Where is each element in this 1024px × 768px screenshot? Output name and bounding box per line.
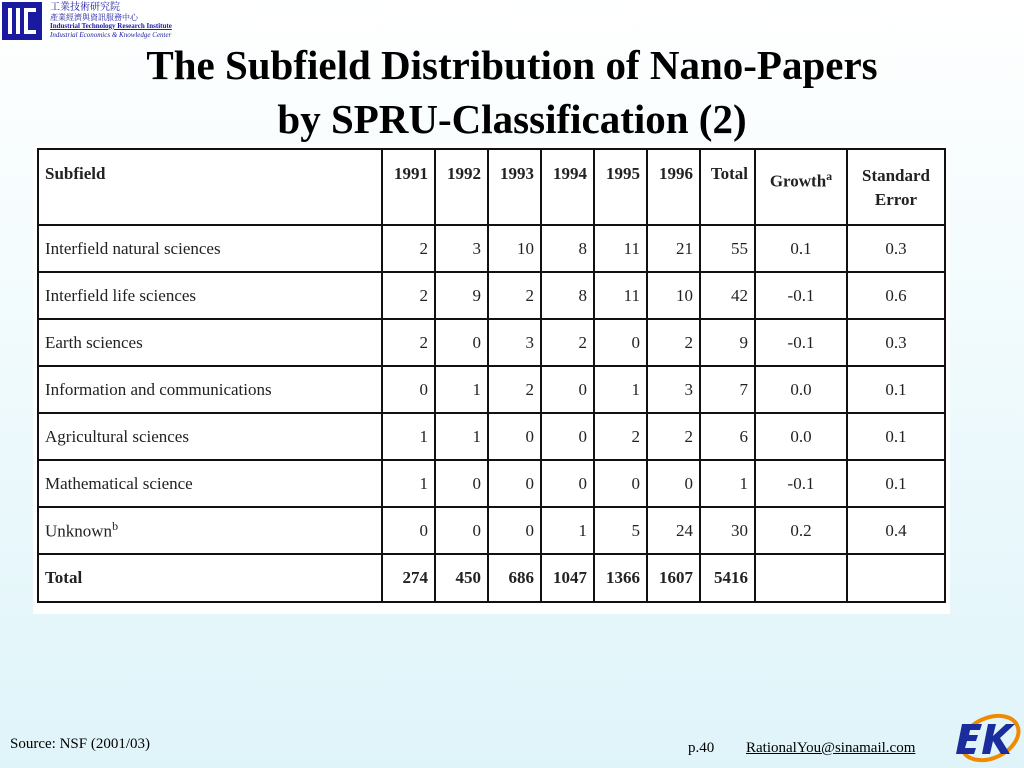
cell-1994: 0 bbox=[541, 460, 594, 507]
cell-total: 6 bbox=[700, 413, 755, 460]
total-label: Total bbox=[38, 554, 382, 602]
table-row bbox=[38, 225, 945, 272]
cell-1996: 10 bbox=[647, 272, 700, 319]
total-cell-growth bbox=[755, 554, 847, 602]
org-name-zh-2: 產業經濟與資訊服務中心 bbox=[50, 13, 138, 22]
cell-1995: 11 bbox=[594, 225, 647, 272]
table-container bbox=[33, 144, 950, 614]
cell-growth: 0.2 bbox=[755, 507, 847, 554]
row-subfield bbox=[38, 413, 382, 460]
table-row bbox=[38, 319, 945, 366]
row-subfield bbox=[38, 225, 382, 272]
org-name-zh-1: 工業技術研究院 bbox=[50, 2, 120, 13]
row-subfield-footnote: b bbox=[112, 519, 119, 534]
table-row bbox=[38, 460, 945, 507]
cell-standard-error: 0.1 bbox=[847, 366, 945, 413]
row-subfield bbox=[38, 366, 382, 413]
cell-1992: 0 bbox=[435, 460, 488, 507]
cell-1991: 2 bbox=[382, 272, 435, 319]
cell-1991: 0 bbox=[382, 507, 435, 554]
cell-1995: 2 bbox=[594, 413, 647, 460]
table-row bbox=[38, 272, 945, 319]
page-number: p.40 bbox=[688, 740, 715, 756]
cell-1993: 0 bbox=[488, 507, 541, 554]
header-1995: 1995 bbox=[594, 149, 647, 225]
cell-1996: 0 bbox=[647, 460, 700, 507]
cell-1994: 8 bbox=[541, 225, 594, 272]
row-subfield-name: Earth sciences bbox=[45, 332, 143, 352]
subfield-distribution-table bbox=[37, 148, 946, 603]
header-growth-footnote: a bbox=[826, 169, 833, 183]
cell-standard-error: 0.6 bbox=[847, 272, 945, 319]
cell-1995: 0 bbox=[594, 460, 647, 507]
total-cell-1996: 1607 bbox=[647, 554, 700, 602]
total-cell-1991: 274 bbox=[382, 554, 435, 602]
total-cell-standard-error bbox=[847, 554, 945, 602]
cell-1995: 0 bbox=[594, 319, 647, 366]
org-name-en-2: Industrial Economics & Knowledge Center bbox=[50, 31, 172, 39]
header-se-line-1: Standard bbox=[861, 166, 931, 185]
cell-standard-error: 0.3 bbox=[847, 319, 945, 366]
cell-1995: 1 bbox=[594, 366, 647, 413]
cell-standard-error: 0.4 bbox=[847, 507, 945, 554]
row-subfield bbox=[38, 507, 382, 554]
header-1991: 1991 bbox=[382, 149, 435, 225]
cell-1993: 3 bbox=[488, 319, 541, 366]
cell-1991: 1 bbox=[382, 460, 435, 507]
header-total: Total bbox=[700, 149, 755, 225]
row-subfield bbox=[38, 272, 382, 319]
cell-1993: 0 bbox=[488, 460, 541, 507]
header-growth-label: Growth bbox=[769, 171, 827, 191]
total-cell-1994: 1047 bbox=[541, 554, 594, 602]
org-name-en-1: Industrial Technology Research Institute bbox=[50, 22, 172, 30]
table-row bbox=[38, 366, 945, 413]
cell-1991: 0 bbox=[382, 366, 435, 413]
header-subfield: Subfield bbox=[38, 149, 382, 225]
cell-1994: 0 bbox=[541, 366, 594, 413]
header-standard-error bbox=[847, 149, 945, 225]
ek-logo-icon bbox=[952, 710, 1022, 766]
header-1996: 1996 bbox=[647, 149, 700, 225]
cell-1994: 8 bbox=[541, 272, 594, 319]
cell-growth: 0.1 bbox=[755, 225, 847, 272]
header-1993: 1993 bbox=[488, 149, 541, 225]
total-cell-1995: 1366 bbox=[594, 554, 647, 602]
header-se-line-2: Error bbox=[874, 190, 918, 209]
source-note: Source: NSF (2001/03) bbox=[10, 736, 150, 752]
row-subfield-name: Interfield life sciences bbox=[45, 285, 197, 305]
header-1994: 1994 bbox=[541, 149, 594, 225]
row-subfield-name: Agricultural sciences bbox=[45, 426, 189, 446]
organization-name bbox=[50, 2, 172, 40]
cell-growth: 0.0 bbox=[755, 413, 847, 460]
row-subfield bbox=[38, 460, 382, 507]
slide-title-line-2: by SPRU-Classification (2) bbox=[277, 96, 747, 142]
header-growth bbox=[755, 149, 847, 225]
cell-standard-error: 0.3 bbox=[847, 225, 945, 272]
cell-1996: 24 bbox=[647, 507, 700, 554]
cell-growth: -0.1 bbox=[755, 319, 847, 366]
cell-1993: 0 bbox=[488, 413, 541, 460]
row-subfield-name: Unknown bbox=[45, 521, 113, 541]
cell-1994: 0 bbox=[541, 413, 594, 460]
cell-1996: 2 bbox=[647, 319, 700, 366]
cell-total: 9 bbox=[700, 319, 755, 366]
cell-1996: 21 bbox=[647, 225, 700, 272]
cell-1992: 1 bbox=[435, 413, 488, 460]
row-subfield-name: Interfield natural sciences bbox=[45, 238, 221, 258]
cell-total: 1 bbox=[700, 460, 755, 507]
table-header-row bbox=[38, 149, 945, 225]
total-cell-total: 5416 bbox=[700, 554, 755, 602]
cell-1991: 1 bbox=[382, 413, 435, 460]
itri-logo-icon bbox=[2, 2, 42, 40]
slide-title-line-1: The Subfield Distribution of Nano-Papers bbox=[146, 42, 878, 88]
cell-standard-error: 0.1 bbox=[847, 460, 945, 507]
total-cell-1993: 686 bbox=[488, 554, 541, 602]
cell-1992: 9 bbox=[435, 272, 488, 319]
cell-1991: 2 bbox=[382, 319, 435, 366]
row-subfield bbox=[38, 319, 382, 366]
total-cell-1992: 450 bbox=[435, 554, 488, 602]
cell-1994: 1 bbox=[541, 507, 594, 554]
cell-1996: 3 bbox=[647, 366, 700, 413]
cell-standard-error: 0.1 bbox=[847, 413, 945, 460]
cell-total: 55 bbox=[700, 225, 755, 272]
table-row bbox=[38, 413, 945, 460]
row-subfield-name: Information and communications bbox=[45, 379, 272, 399]
cell-1991: 2 bbox=[382, 225, 435, 272]
header-1992: 1992 bbox=[435, 149, 488, 225]
cell-1992: 0 bbox=[435, 319, 488, 366]
cell-1995: 5 bbox=[594, 507, 647, 554]
cell-growth: -0.1 bbox=[755, 272, 847, 319]
cell-1992: 0 bbox=[435, 507, 488, 554]
cell-1994: 2 bbox=[541, 319, 594, 366]
table-total-row bbox=[38, 554, 945, 602]
cell-total: 30 bbox=[700, 507, 755, 554]
cell-1995: 11 bbox=[594, 272, 647, 319]
contact-email-link[interactable]: RationalYou@sinamail.com bbox=[746, 740, 916, 756]
cell-1993: 10 bbox=[488, 225, 541, 272]
cell-growth: 0.0 bbox=[755, 366, 847, 413]
cell-1993: 2 bbox=[488, 272, 541, 319]
cell-total: 7 bbox=[700, 366, 755, 413]
cell-1993: 2 bbox=[488, 366, 541, 413]
slide-title bbox=[0, 38, 1024, 146]
cell-1996: 2 bbox=[647, 413, 700, 460]
row-subfield-name: Mathematical science bbox=[45, 473, 193, 493]
cell-1992: 1 bbox=[435, 366, 488, 413]
cell-1992: 3 bbox=[435, 225, 488, 272]
cell-growth: -0.1 bbox=[755, 460, 847, 507]
table-row bbox=[38, 507, 945, 554]
cell-total: 42 bbox=[700, 272, 755, 319]
